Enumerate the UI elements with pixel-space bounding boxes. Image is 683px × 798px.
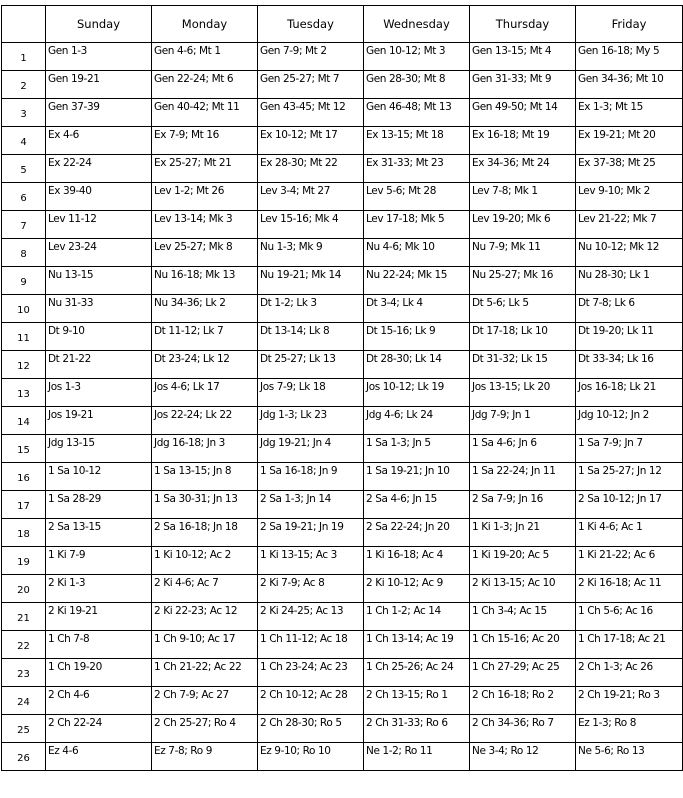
- reading-cell: 1 Sa 16-18; Jn 9: [258, 463, 364, 491]
- week-number: 8: [2, 239, 46, 267]
- reading-cell: Ex 34-36; Mt 24: [470, 155, 576, 183]
- week-number: 12: [2, 351, 46, 379]
- reading-cell: Dt 23-24; Lk 12: [152, 351, 258, 379]
- reading-cell: Jos 1-3: [46, 379, 152, 407]
- reading-cell: Lev 13-14; Mk 3: [152, 211, 258, 239]
- reading-cell: Dt 28-30; Lk 14: [364, 351, 470, 379]
- reading-cell: Lev 7-8; Mk 1: [470, 183, 576, 211]
- week-number: 3: [2, 99, 46, 127]
- reading-cell: Ex 25-27; Mt 21: [152, 155, 258, 183]
- day-header-tuesday: Tuesday: [258, 6, 364, 43]
- reading-cell: Nu 16-18; Mk 13: [152, 267, 258, 295]
- reading-cell: Ex 28-30; Mt 22: [258, 155, 364, 183]
- reading-cell: 1 Ch 21-22; Ac 22: [152, 659, 258, 687]
- reading-cell: Nu 34-36; Lk 2: [152, 295, 258, 323]
- week-number: 13: [2, 379, 46, 407]
- reading-cell: 2 Sa 16-18; Jn 18: [152, 519, 258, 547]
- reading-cell: 1 Ch 23-24; Ac 23: [258, 659, 364, 687]
- week-number: 25: [2, 715, 46, 743]
- reading-cell: 2 Ki 7-9; Ac 8: [258, 575, 364, 603]
- table-row: [2, 547, 683, 575]
- week-number: 16: [2, 463, 46, 491]
- reading-cell: Nu 19-21; Mk 14: [258, 267, 364, 295]
- reading-cell: Lev 3-4; Mt 27: [258, 183, 364, 211]
- reading-cell: Jos 7-9; Lk 18: [258, 379, 364, 407]
- reading-cell: 1 Ch 9-10; Ac 17: [152, 631, 258, 659]
- week-number: 1: [2, 43, 46, 71]
- reading-cell: 2 Ch 22-24: [46, 715, 152, 743]
- reading-cell: Dt 3-4; Lk 4: [364, 295, 470, 323]
- reading-cell: Dt 15-16; Lk 9: [364, 323, 470, 351]
- reading-cell: Dt 5-6; Lk 5: [470, 295, 576, 323]
- reading-cell: Ex 16-18; Mt 19: [470, 127, 576, 155]
- reading-cell: Ex 31-33; Mt 23: [364, 155, 470, 183]
- table-row: [2, 183, 683, 211]
- reading-cell: Jos 4-6; Lk 17: [152, 379, 258, 407]
- reading-cell: Dt 19-20; Lk 11: [576, 323, 683, 351]
- reading-cell: 1 Ch 17-18; Ac 21: [576, 631, 683, 659]
- reading-cell: Nu 13-15: [46, 267, 152, 295]
- reading-cell: Jdg 16-18; Jn 3: [152, 435, 258, 463]
- reading-cell: Ez 4-6: [46, 743, 152, 771]
- reading-schedule-table: [1, 5, 683, 771]
- week-number: 20: [2, 575, 46, 603]
- table-row: [2, 323, 683, 351]
- reading-cell: 2 Sa 1-3; Jn 14: [258, 491, 364, 519]
- table-row: [2, 99, 683, 127]
- reading-cell: Dt 9-10: [46, 323, 152, 351]
- table-row: [2, 211, 683, 239]
- reading-cell: Ne 3-4; Ro 12: [470, 743, 576, 771]
- reading-cell: Jos 10-12; Lk 19: [364, 379, 470, 407]
- week-number: 22: [2, 631, 46, 659]
- reading-cell: 2 Ch 28-30; Ro 5: [258, 715, 364, 743]
- day-header-monday: Monday: [152, 6, 258, 43]
- reading-cell: Gen 1-3: [46, 43, 152, 71]
- day-header-sunday: Sunday: [46, 6, 152, 43]
- reading-cell: Lev 23-24: [46, 239, 152, 267]
- reading-cell: Lev 5-6; Mt 28: [364, 183, 470, 211]
- table-row: [2, 295, 683, 323]
- reading-cell: Nu 10-12; Mk 12: [576, 239, 683, 267]
- reading-cell: 2 Sa 13-15: [46, 519, 152, 547]
- reading-cell: Jos 13-15; Lk 20: [470, 379, 576, 407]
- week-number: 19: [2, 547, 46, 575]
- reading-cell: Dt 1-2; Lk 3: [258, 295, 364, 323]
- reading-cell: 1 Ki 16-18; Ac 4: [364, 547, 470, 575]
- reading-cell: Gen 37-39: [46, 99, 152, 127]
- reading-cell: Gen 25-27; Mt 7: [258, 71, 364, 99]
- reading-cell: Lev 19-20; Mk 6: [470, 211, 576, 239]
- reading-cell: 2 Sa 22-24; Jn 20: [364, 519, 470, 547]
- reading-cell: Jdg 13-15: [46, 435, 152, 463]
- reading-cell: 2 Ki 19-21: [46, 603, 152, 631]
- reading-cell: Jdg 1-3; Lk 23: [258, 407, 364, 435]
- reading-cell: Ne 5-6; Ro 13: [576, 743, 683, 771]
- reading-cell: Nu 1-3; Mk 9: [258, 239, 364, 267]
- table-row: [2, 603, 683, 631]
- reading-cell: 1 Ki 19-20; Ac 5: [470, 547, 576, 575]
- week-number: 14: [2, 407, 46, 435]
- week-number: 15: [2, 435, 46, 463]
- reading-cell: Gen 10-12; Mt 3: [364, 43, 470, 71]
- reading-cell: 2 Sa 7-9; Jn 16: [470, 491, 576, 519]
- day-header-thursday: Thursday: [470, 6, 576, 43]
- reading-cell: Jdg 7-9; Jn 1: [470, 407, 576, 435]
- reading-cell: Gen 4-6; Mt 1: [152, 43, 258, 71]
- reading-cell: Dt 21-22: [46, 351, 152, 379]
- table-row: [2, 491, 683, 519]
- reading-cell: Nu 7-9; Mk 11: [470, 239, 576, 267]
- reading-cell: Dt 33-34; Lk 16: [576, 351, 683, 379]
- week-number: 10: [2, 295, 46, 323]
- reading-cell: 1 Ch 5-6; Ac 16: [576, 603, 683, 631]
- reading-cell: 1 Sa 25-27; Jn 12: [576, 463, 683, 491]
- reading-cell: 1 Ch 25-26; Ac 24: [364, 659, 470, 687]
- reading-cell: Ex 13-15; Mt 18: [364, 127, 470, 155]
- schedule-body: [2, 43, 683, 771]
- reading-cell: Gen 28-30; Mt 8: [364, 71, 470, 99]
- reading-cell: Ex 22-24: [46, 155, 152, 183]
- table-row: [2, 631, 683, 659]
- reading-cell: Nu 22-24; Mk 15: [364, 267, 470, 295]
- table-row: [2, 463, 683, 491]
- day-header-wednesday: Wednesday: [364, 6, 470, 43]
- reading-cell: Lev 25-27; Mk 8: [152, 239, 258, 267]
- day-header-friday: Friday: [576, 6, 683, 43]
- week-header-cell: [2, 6, 46, 43]
- reading-cell: 1 Ch 27-29; Ac 25: [470, 659, 576, 687]
- reading-cell: Gen 43-45; Mt 12: [258, 99, 364, 127]
- table-row: [2, 575, 683, 603]
- table-row: [2, 43, 683, 71]
- reading-cell: 1 Sa 10-12: [46, 463, 152, 491]
- week-number: 4: [2, 127, 46, 155]
- reading-cell: Ex 19-21; Mt 20: [576, 127, 683, 155]
- reading-cell: Gen 7-9; Mt 2: [258, 43, 364, 71]
- reading-cell: Dt 11-12; Lk 7: [152, 323, 258, 351]
- reading-cell: Ex 4-6: [46, 127, 152, 155]
- week-number: 9: [2, 267, 46, 295]
- reading-cell: 2 Ch 4-6: [46, 687, 152, 715]
- header-row: [2, 6, 683, 43]
- table-row: [2, 379, 683, 407]
- week-number: 5: [2, 155, 46, 183]
- reading-cell: Jdg 19-21; Jn 4: [258, 435, 364, 463]
- reading-cell: 2 Ch 7-9; Ac 27: [152, 687, 258, 715]
- table-row: [2, 407, 683, 435]
- table-row: [2, 659, 683, 687]
- reading-cell: 2 Ki 4-6; Ac 7: [152, 575, 258, 603]
- reading-cell: 2 Sa 19-21; Jn 19: [258, 519, 364, 547]
- reading-cell: 1 Ch 11-12; Ac 18: [258, 631, 364, 659]
- reading-cell: Dt 31-32; Lk 15: [470, 351, 576, 379]
- reading-cell: Dt 17-18; Lk 10: [470, 323, 576, 351]
- reading-cell: 1 Ki 7-9: [46, 547, 152, 575]
- reading-cell: 2 Ch 19-21; Ro 3: [576, 687, 683, 715]
- reading-cell: Gen 16-18; My 5: [576, 43, 683, 71]
- reading-cell: Gen 40-42; Mt 11: [152, 99, 258, 127]
- reading-cell: Nu 31-33: [46, 295, 152, 323]
- reading-cell: 2 Ch 13-15; Ro 1: [364, 687, 470, 715]
- reading-cell: 2 Ki 13-15; Ac 10: [470, 575, 576, 603]
- reading-cell: 1 Sa 30-31; Jn 13: [152, 491, 258, 519]
- reading-cell: 1 Ch 1-2; Ac 14: [364, 603, 470, 631]
- reading-cell: Ez 9-10; Ro 10: [258, 743, 364, 771]
- week-number: 6: [2, 183, 46, 211]
- reading-cell: Jdg 4-6; Lk 24: [364, 407, 470, 435]
- week-number: 18: [2, 519, 46, 547]
- reading-cell: 1 Ki 4-6; Ac 1: [576, 519, 683, 547]
- table-row: [2, 687, 683, 715]
- reading-cell: Dt 13-14; Lk 8: [258, 323, 364, 351]
- week-number: 17: [2, 491, 46, 519]
- table-row: [2, 519, 683, 547]
- reading-cell: Dt 7-8; Lk 6: [576, 295, 683, 323]
- table-row: [2, 435, 683, 463]
- reading-cell: Jos 16-18; Lk 21: [576, 379, 683, 407]
- reading-cell: 1 Ch 3-4; Ac 15: [470, 603, 576, 631]
- reading-cell: Ex 7-9; Mt 16: [152, 127, 258, 155]
- reading-cell: 1 Ki 13-15; Ac 3: [258, 547, 364, 575]
- reading-cell: 1 Sa 28-29: [46, 491, 152, 519]
- reading-cell: 2 Ki 16-18; Ac 11: [576, 575, 683, 603]
- reading-cell: 1 Ch 7-8: [46, 631, 152, 659]
- reading-cell: 2 Ki 22-23; Ac 12: [152, 603, 258, 631]
- reading-cell: 1 Sa 22-24; Jn 11: [470, 463, 576, 491]
- table-row: [2, 155, 683, 183]
- reading-cell: 1 Sa 1-3; Jn 5: [364, 435, 470, 463]
- reading-cell: Lev 15-16; Mk 4: [258, 211, 364, 239]
- week-number: 24: [2, 687, 46, 715]
- reading-cell: 2 Sa 10-12; Jn 17: [576, 491, 683, 519]
- reading-cell: 2 Ch 25-27; Ro 4: [152, 715, 258, 743]
- reading-cell: Jos 22-24; Lk 22: [152, 407, 258, 435]
- reading-cell: Gen 46-48; Mt 13: [364, 99, 470, 127]
- reading-cell: Gen 34-36; Mt 10: [576, 71, 683, 99]
- reading-cell: Lev 1-2; Mt 26: [152, 183, 258, 211]
- reading-cell: 2 Ch 10-12; Ac 28: [258, 687, 364, 715]
- reading-cell: Ex 1-3; Mt 15: [576, 99, 683, 127]
- reading-cell: Jdg 10-12; Jn 2: [576, 407, 683, 435]
- table-row: [2, 239, 683, 267]
- reading-cell: 2 Ch 31-33; Ro 6: [364, 715, 470, 743]
- table-row: [2, 715, 683, 743]
- table-row: [2, 743, 683, 771]
- reading-cell: 2 Ki 10-12; Ac 9: [364, 575, 470, 603]
- reading-cell: Lev 9-10; Mk 2: [576, 183, 683, 211]
- reading-cell: 1 Ki 21-22; Ac 6: [576, 547, 683, 575]
- reading-cell: Ez 7-8; Ro 9: [152, 743, 258, 771]
- reading-cell: Ex 10-12; Mt 17: [258, 127, 364, 155]
- reading-cell: 1 Sa 7-9; Jn 7: [576, 435, 683, 463]
- reading-cell: 2 Sa 4-6; Jn 15: [364, 491, 470, 519]
- reading-cell: Gen 49-50; Mt 14: [470, 99, 576, 127]
- reading-cell: Nu 4-6; Mk 10: [364, 239, 470, 267]
- reading-cell: 1 Ch 19-20: [46, 659, 152, 687]
- reading-cell: 1 Sa 19-21; Jn 10: [364, 463, 470, 491]
- reading-cell: 2 Ki 1-3: [46, 575, 152, 603]
- reading-cell: Gen 31-33; Mt 9: [470, 71, 576, 99]
- week-number: 7: [2, 211, 46, 239]
- table-row: [2, 127, 683, 155]
- table-row: [2, 267, 683, 295]
- reading-cell: 1 Ch 13-14; Ac 19: [364, 631, 470, 659]
- reading-cell: 1 Ch 15-16; Ac 20: [470, 631, 576, 659]
- week-number: 11: [2, 323, 46, 351]
- table-row: [2, 351, 683, 379]
- reading-cell: Ne 1-2; Ro 11: [364, 743, 470, 771]
- week-number: 23: [2, 659, 46, 687]
- reading-cell: Jos 19-21: [46, 407, 152, 435]
- reading-cell: 1 Sa 13-15; Jn 8: [152, 463, 258, 491]
- reading-cell: 2 Ki 24-25; Ac 13: [258, 603, 364, 631]
- reading-cell: Nu 25-27; Mk 16: [470, 267, 576, 295]
- reading-cell: 1 Sa 4-6; Jn 6: [470, 435, 576, 463]
- reading-cell: Gen 19-21: [46, 71, 152, 99]
- reading-cell: Gen 13-15; Mt 4: [470, 43, 576, 71]
- reading-cell: 2 Ch 16-18; Ro 2: [470, 687, 576, 715]
- reading-cell: Ez 1-3; Ro 8: [576, 715, 683, 743]
- reading-cell: Lev 11-12: [46, 211, 152, 239]
- week-number: 21: [2, 603, 46, 631]
- reading-cell: Gen 22-24; Mt 6: [152, 71, 258, 99]
- reading-cell: 1 Ki 10-12; Ac 2: [152, 547, 258, 575]
- reading-cell: Lev 17-18; Mk 5: [364, 211, 470, 239]
- week-number: 26: [2, 743, 46, 771]
- reading-cell: Ex 39-40: [46, 183, 152, 211]
- reading-cell: 1 Ki 1-3; Jn 21: [470, 519, 576, 547]
- reading-cell: Ex 37-38; Mt 25: [576, 155, 683, 183]
- reading-cell: Dt 25-27; Lk 13: [258, 351, 364, 379]
- reading-cell: Lev 21-22; Mk 7: [576, 211, 683, 239]
- reading-cell: Nu 28-30; Lk 1: [576, 267, 683, 295]
- reading-cell: 2 Ch 1-3; Ac 26: [576, 659, 683, 687]
- table-row: [2, 71, 683, 99]
- week-number: 2: [2, 71, 46, 99]
- reading-cell: 2 Ch 34-36; Ro 7: [470, 715, 576, 743]
